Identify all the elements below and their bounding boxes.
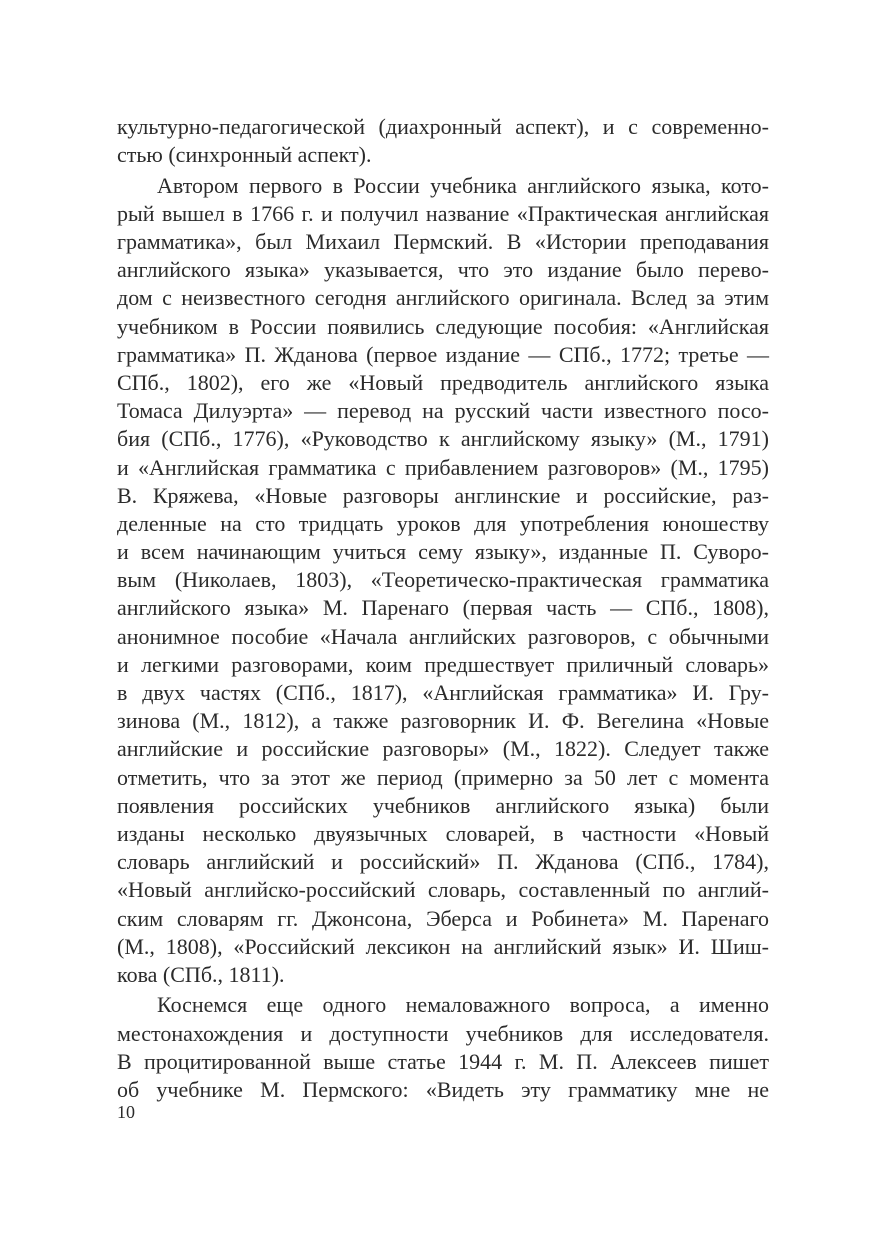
text-line: отметить, что за этот же период (примерно за 50 лет с момента: [117, 764, 769, 790]
paragraph: [117, 172, 769, 989]
text-line: культурно-педагогической (диахронный аспект), и с современно-: [117, 114, 769, 139]
text-line: грамматика» П. Жданова (первое издание — СПб., 1772; третье —: [117, 341, 769, 367]
body-text: [117, 113, 769, 1104]
text-line: появления российских учебников английского языка) были: [117, 792, 769, 818]
text-line: Автором первого в России учебника английского языка, кото-: [157, 172, 769, 198]
text-line: В. Кряжева, «Новые разговоры англинские и российские, раз-: [117, 482, 769, 508]
text-line: английского языка» указывается, что это издание было перево-: [117, 257, 769, 283]
text-line: стью (синхронный аспект).: [117, 142, 372, 168]
page-number: 10: [117, 1102, 135, 1122]
text-line: Коснемся еще одного немаловажного вопроса, а именно: [157, 992, 769, 1018]
text-line: вым (Николаев, 1803), «Теоретическо-практическая грамматика: [117, 567, 769, 593]
paragraph: [117, 113, 769, 169]
text-line: рый вышел в 1766 г. и получил название «Практическая английская: [117, 200, 769, 226]
text-line: местонахождения и доступности учебников для исследователя.: [117, 1020, 769, 1046]
text-line: кова (СПб., 1811).: [117, 961, 285, 987]
text-line: в двух частях (СПб., 1817), «Английская грамматика» И. Гру-: [117, 680, 769, 706]
text-line: грамматика», был Михаил Пермский. В «Истории преподавания: [117, 229, 769, 255]
text-line: В процитированной выше статье 1944 г. М. П. Алексеев пишет: [117, 1048, 769, 1074]
text-line: анонимное пособие «Начала английских разговоров, с обычными: [117, 623, 769, 649]
text-line: и легкими разговорами, коим предшествует приличный словарь»: [117, 651, 769, 677]
text-line: и «Английская грамматика с прибавлением разговоров» (М., 1795): [117, 454, 769, 480]
text-line: бия (СПб., 1776), «Руководство к английскому языку» (М., 1791): [117, 426, 769, 452]
text-line: английского языка» М. Паренаго (первая часть — СПб., 1808),: [117, 595, 769, 621]
text-line: английские и российские разговоры» (М., 1822). Следует также: [117, 736, 769, 762]
text-line: деленные на сто тридцать уроков для употребления юношеству: [117, 510, 769, 536]
text-line: об учебнике М. Пермского: «Видеть эту грамматику мне не: [117, 1076, 769, 1102]
text-line: зинова (М., 1812), а также разговорник И. Ф. Вегелина «Новые: [117, 708, 769, 734]
text-line: учебником в России появились следующие пособия: «Английская: [117, 313, 769, 339]
text-line: Томаса Дилуэрта» — перевод на русский части известного посо-: [117, 398, 769, 424]
text-line: дом с неизвестного сегодня английского оригинала. Вслед за этим: [117, 285, 769, 311]
text-line: и всем начинающим учиться сему языку», изданные П. Суворо-: [117, 539, 769, 565]
text-line: СПб., 1802), его же «Новый предводитель английского языка: [117, 369, 769, 395]
text-line: ским словарям гг. Джонсона, Эберса и Робинета» М. Паренаго: [117, 905, 769, 931]
text-line: «Новый английско-российский словарь, составленный по англий-: [117, 877, 769, 903]
text-line: изданы несколько двуязычных словарей, в частности «Новый: [117, 820, 769, 846]
paragraph: [117, 991, 769, 1104]
text-line: словарь английский и российский» П. Жданова (СПб., 1784),: [117, 849, 769, 875]
text-line: (М., 1808), «Российский лексикон на английский язык» И. Шиш-: [117, 933, 769, 959]
